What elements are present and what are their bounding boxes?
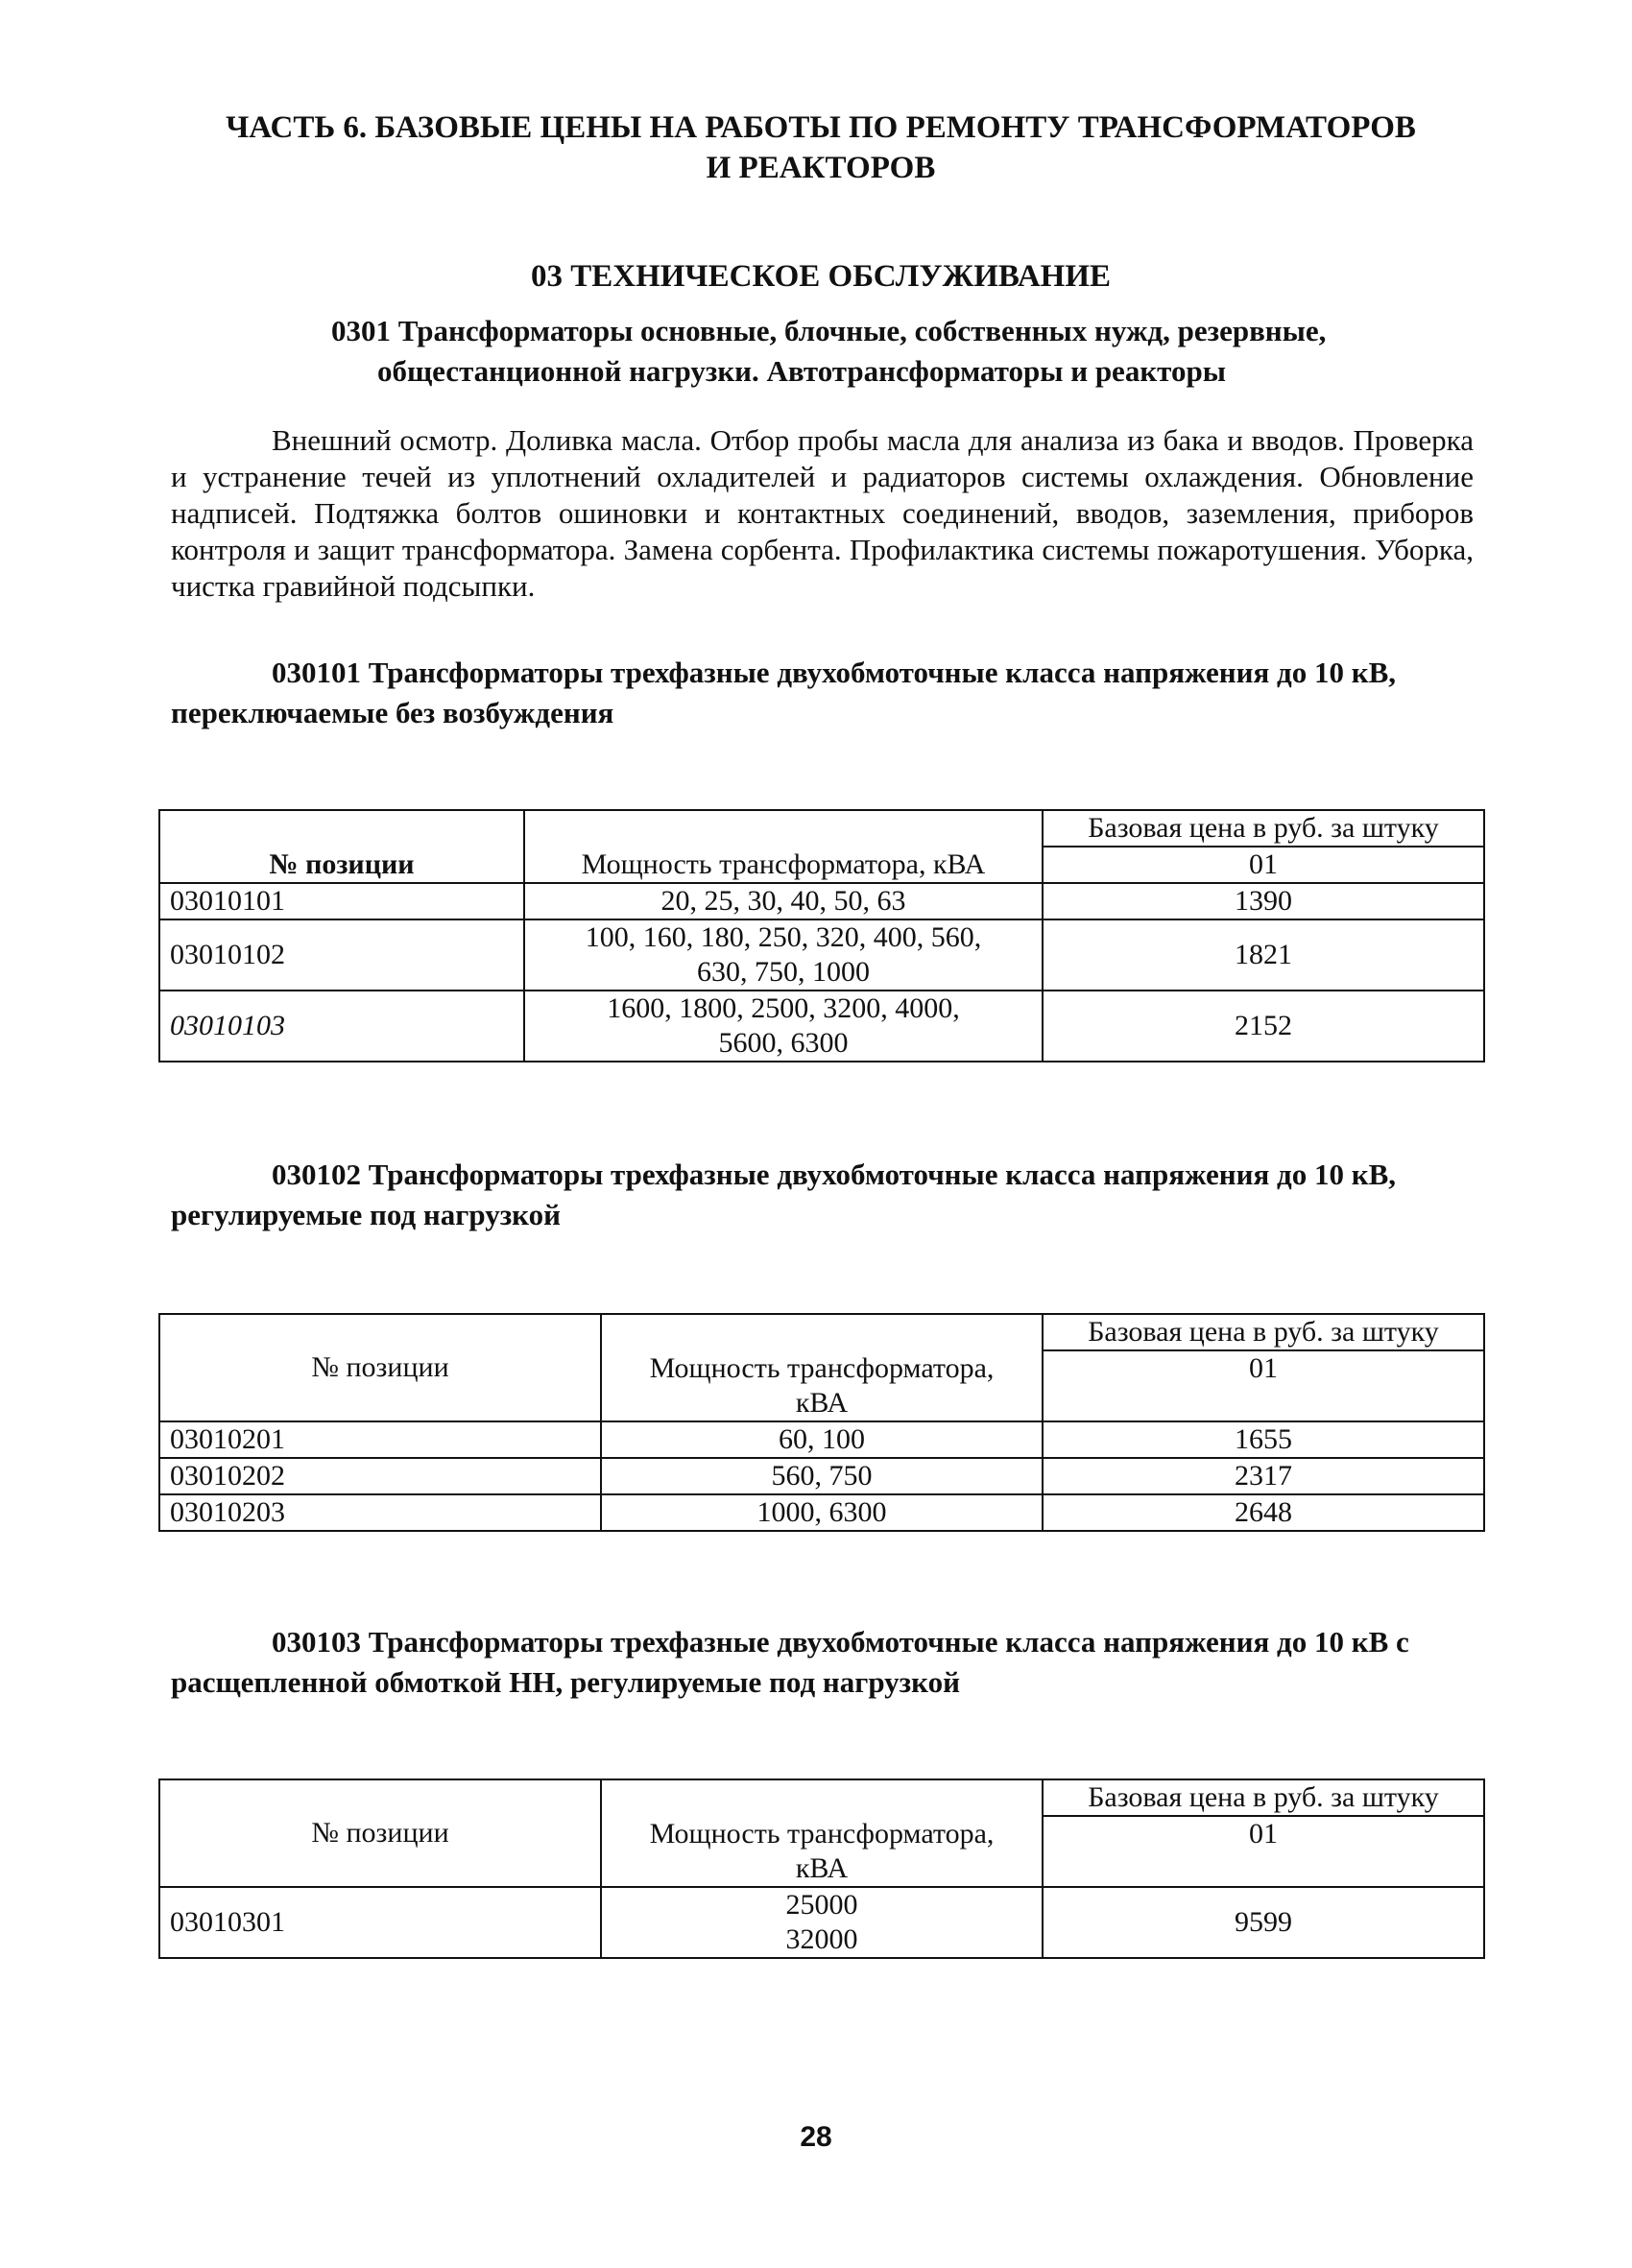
cell-power-line: 1600, 1800, 2500, 3200, 4000, [607, 992, 960, 1024]
price-table-030101 [158, 809, 1485, 1062]
group-title-030101: 030101 Трансформаторы трехфазные двухобмоточные класса напряжения до 10 кВ, переключаемые без возбуждения [171, 656, 1397, 729]
header-power: Мощность трансформатора, кВА [524, 810, 1043, 883]
cell-power-line: 32000 [785, 1923, 858, 1955]
header-price: Базовая цена в руб. за штуку [1043, 1314, 1484, 1350]
header-position: № позиции [159, 810, 524, 883]
header-position: № позиции [159, 1314, 601, 1421]
cell-power-line: 100, 160, 180, 250, 320, 400, 560, [585, 921, 982, 953]
table-row [159, 991, 1484, 1062]
table-header-row [159, 1314, 1484, 1350]
cell-power [524, 919, 1043, 991]
page-number: 28 [800, 2121, 832, 2153]
cell-code: 03010201 [159, 1421, 601, 1458]
header-price: Базовая цена в руб. за штуку [1043, 1779, 1484, 1816]
table-row [159, 1494, 1484, 1531]
cell-power [601, 1887, 1043, 1958]
subsection-title: 0301 Трансформаторы основные, блочные, собственных нужд, резервные, общестанционной нагрузки. Автотрансформаторы и реакторы [331, 314, 1327, 388]
table-row [159, 883, 1484, 919]
table-row [159, 1458, 1484, 1494]
price-table-030102 [158, 1313, 1485, 1532]
header-price-col: 01 [1043, 1816, 1484, 1887]
cell-code: 03010102 [159, 919, 524, 991]
table-row [159, 919, 1484, 991]
header-price: Базовая цена в руб. за штуку [1043, 810, 1484, 847]
cell-power-line: 25000 [785, 1889, 858, 1921]
table-row [159, 1421, 1484, 1458]
cell-power: 20, 25, 30, 40, 50, 63 [524, 883, 1043, 919]
description-paragraph: Внешний осмотр. Доливка масла. Отбор пробы масла для анализа из бака и вводов. Проверка и устранение течей из уплотнений охладителей и радиаторов системы охлаждения. Обновление надписей. Подтяжка болтов ошиновки и контактных соединений, вводов, заземления, приборов контроля и защит трансформатора. Замена сорбента. Профилактика системы пожаротушения. Уборка, чистка гравийной подсыпки. [171, 423, 1474, 603]
page-title-line2: И РЕАКТОРОВ [706, 151, 936, 185]
table-header-row [159, 1779, 1484, 1816]
cell-price: 2317 [1043, 1458, 1484, 1494]
header-position: № позиции [159, 1779, 601, 1887]
group-title-030102: 030102 Трансформаторы трехфазные двухобмоточные класса напряжения до 10 кВ, регулируемые под нагрузкой [171, 1158, 1397, 1231]
header-price-col: 01 [1043, 847, 1484, 883]
table-header-row [159, 810, 1484, 847]
header-power-line: Мощность трансформатора, [649, 1352, 995, 1384]
price-table-030103 [158, 1779, 1485, 1959]
table-row [159, 1887, 1484, 1958]
header-power [601, 1314, 1043, 1421]
cell-price: 9599 [1043, 1887, 1484, 1958]
cell-power: 1000, 6300 [601, 1494, 1043, 1531]
header-power-line: кВА [795, 1852, 849, 1884]
cell-code: 03010301 [159, 1887, 601, 1958]
cell-price: 1390 [1043, 883, 1484, 919]
cell-power-line: 5600, 6300 [718, 1027, 849, 1059]
section-title: 03 ТЕХНИЧЕСКОЕ ОБСЛУЖИВАНИЕ [530, 259, 1112, 294]
cell-price: 2648 [1043, 1494, 1484, 1531]
cell-price: 2152 [1043, 991, 1484, 1062]
cell-power-line: 630, 750, 1000 [697, 956, 870, 988]
header-power-line: кВА [795, 1387, 849, 1419]
cell-power: 560, 750 [601, 1458, 1043, 1494]
cell-price: 1821 [1043, 919, 1484, 991]
cell-code: 03010101 [159, 883, 524, 919]
page-title [154, 107, 1488, 188]
header-power [601, 1779, 1043, 1887]
cell-code: 03010203 [159, 1494, 601, 1531]
page-title-line1: ЧАСТЬ 6. БАЗОВЫЕ ЦЕНЫ НА РАБОТЫ ПО РЕМОНТУ ТРАНСФОРМАТОРОВ [226, 110, 1416, 145]
cell-price: 1655 [1043, 1421, 1484, 1458]
cell-code: 03010202 [159, 1458, 601, 1494]
group-title-030103: 030103 Трансформаторы трехфазные двухобмоточные класса напряжения до 10 кВ с расщепленной обмоткой НН, регулируемые под нагрузкой [171, 1625, 1409, 1699]
cell-power: 60, 100 [601, 1421, 1043, 1458]
cell-power [524, 991, 1043, 1062]
header-price-col: 01 [1043, 1350, 1484, 1421]
header-power-line: Мощность трансформатора, [649, 1818, 995, 1850]
cell-code: 03010103 [159, 991, 524, 1062]
